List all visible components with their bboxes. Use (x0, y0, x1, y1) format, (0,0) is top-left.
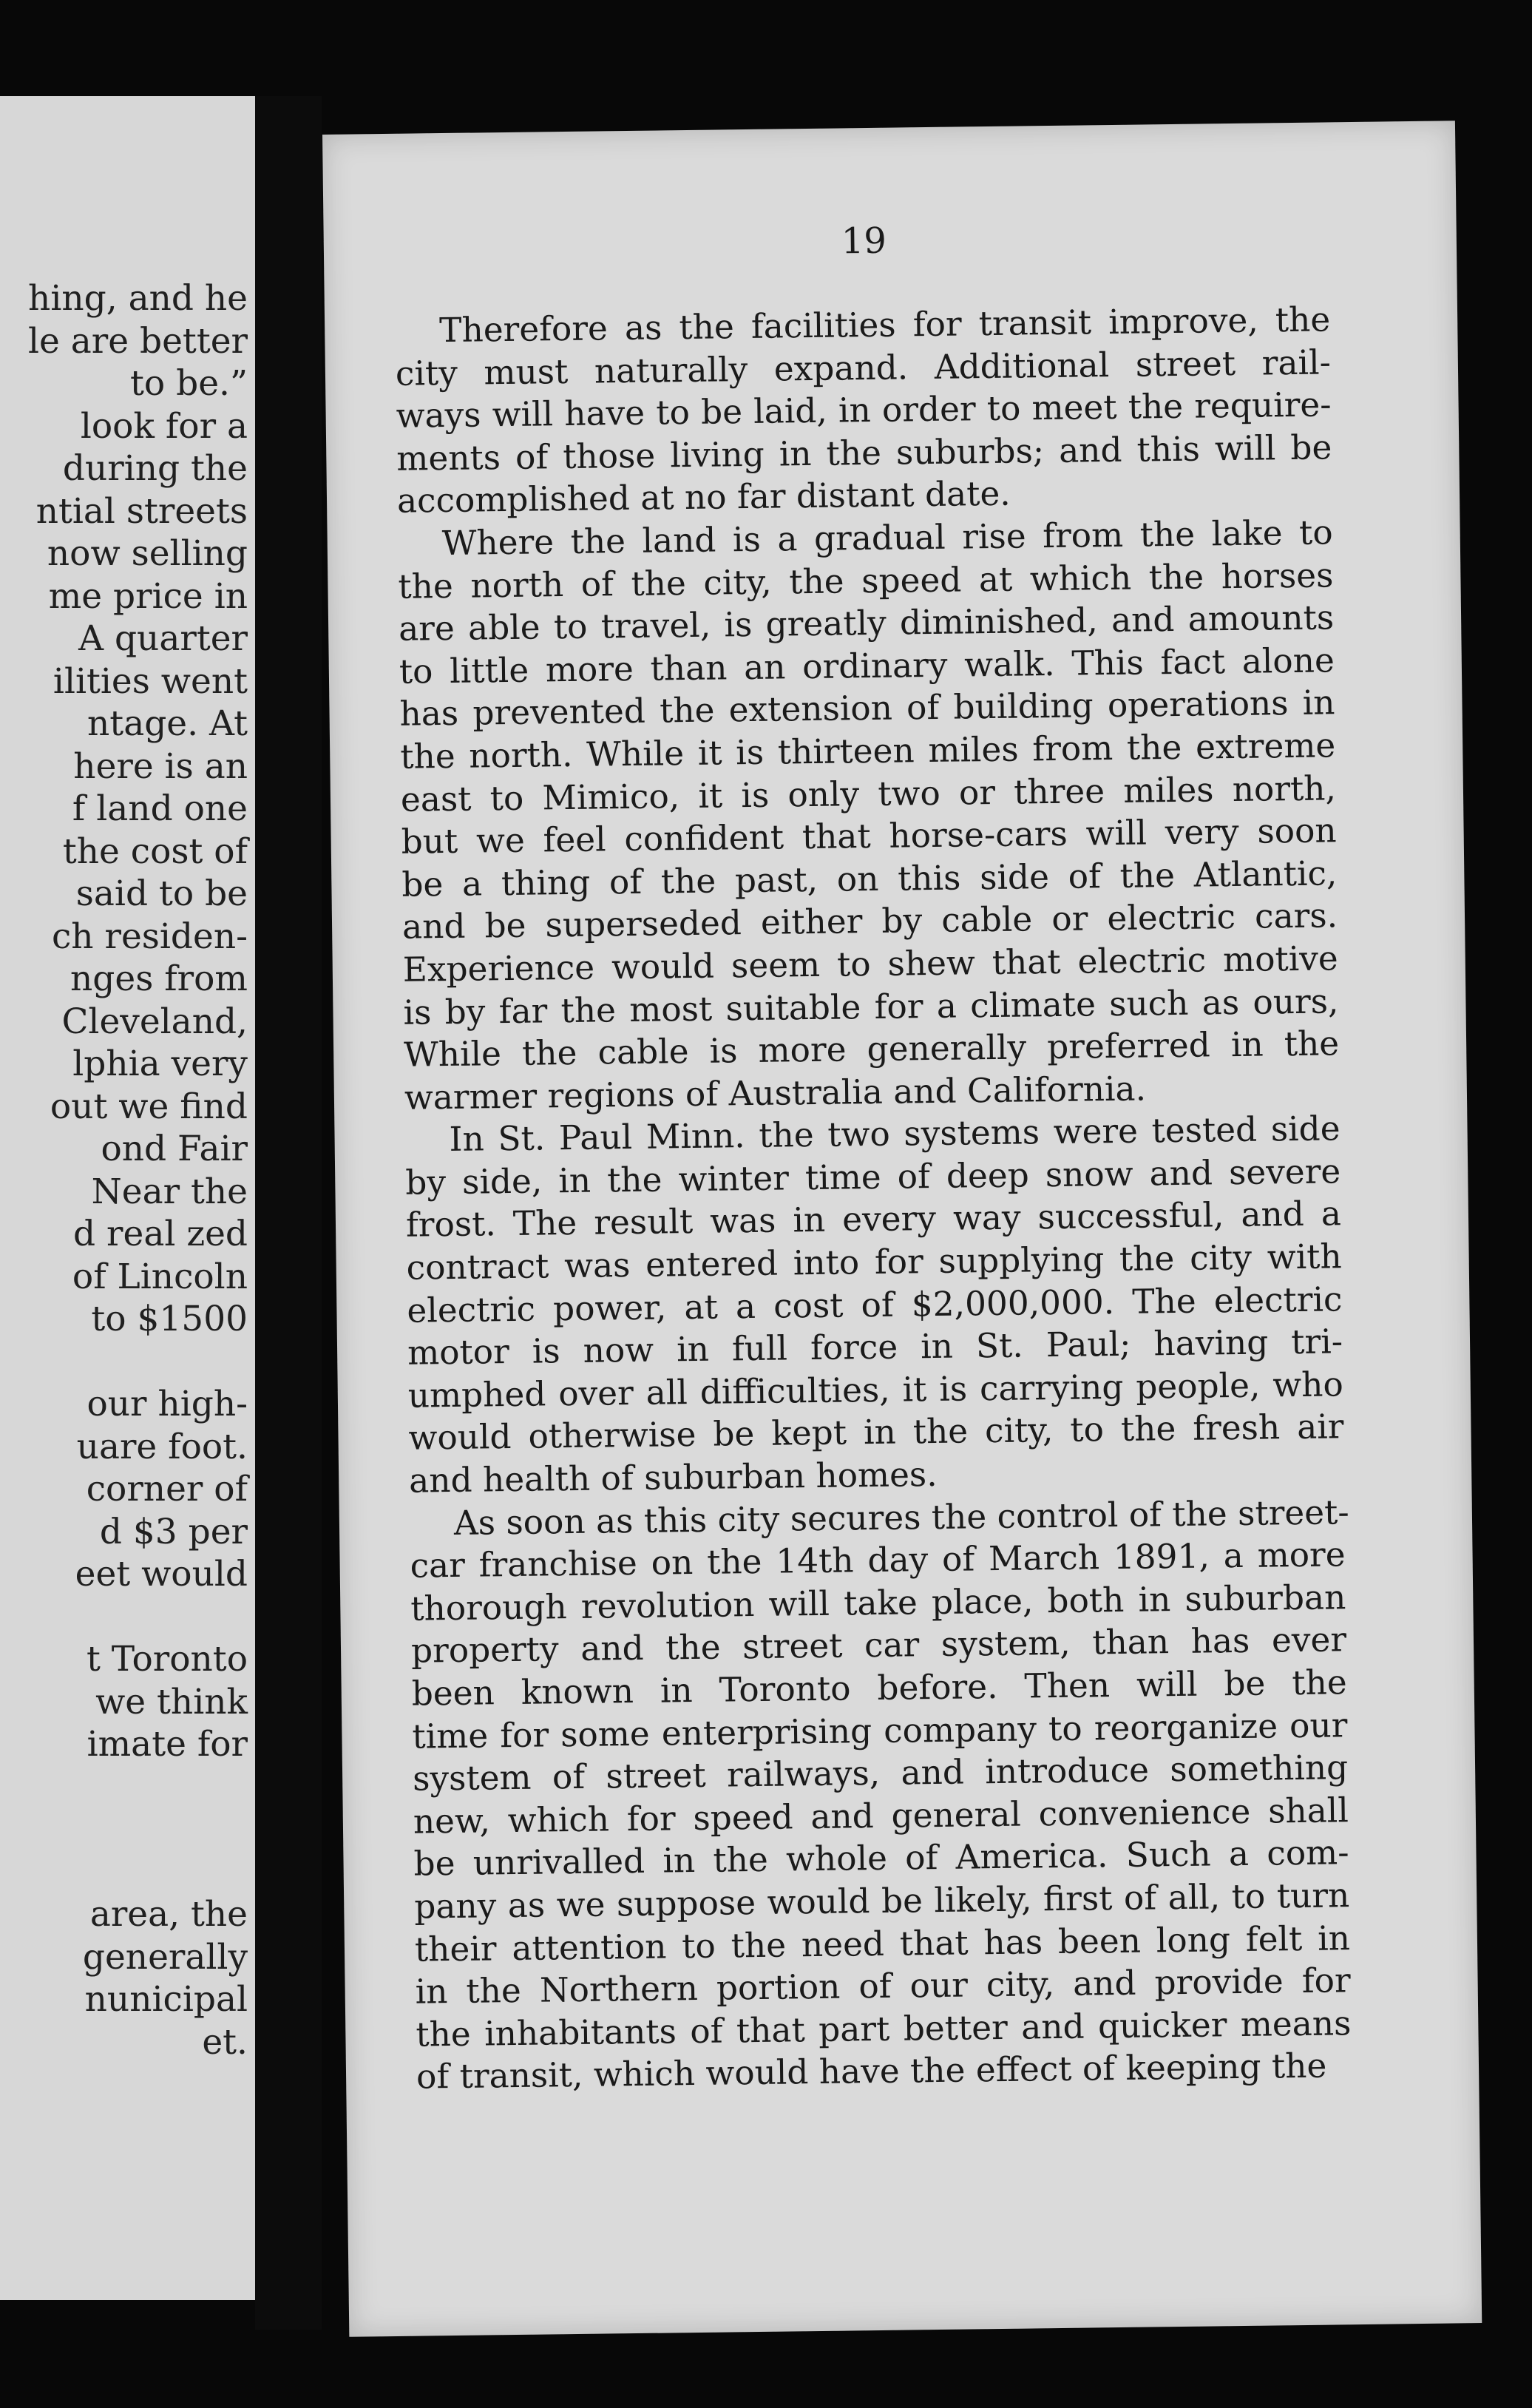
text-line: new, which for speed and general convenience shall (413, 1790, 1349, 1841)
book-spine (255, 96, 322, 2330)
left-page-line: me price in (48, 575, 248, 617)
text-line: the north. While it is thirteen miles from the extreme (399, 726, 1336, 777)
left-page-line: now selling (47, 533, 248, 574)
text-line: the inhabitants of that part better and quicker means (416, 2003, 1352, 2054)
left-page-line: t Toronto (86, 1639, 248, 1680)
left-page-line: of Lincoln (72, 1256, 248, 1297)
left-page-line: ch residen- (51, 916, 248, 957)
left-page-line: out we find (50, 1086, 248, 1127)
text-line: system of street railways, and introduce something (412, 1748, 1349, 1799)
paragraph (395, 298, 1332, 522)
text-line: ways will have to be laid, in order to meet the require- (396, 385, 1332, 436)
left-page-line: nunicipal (84, 1979, 248, 2020)
text-line: would otherwise be kept in the city, to the fresh air (408, 1407, 1344, 1458)
left-page-line: f land one (72, 788, 248, 829)
text-line: be a thing of the past, on this side of the Atlantic, (401, 853, 1338, 904)
text-line: are able to travel, is greatly diminished, and amounts (398, 598, 1335, 649)
left-page-line: hing, and he (28, 278, 248, 319)
left-page-line: to be.” (130, 363, 248, 404)
text-line: but we feel confident that horse-cars will very soon (401, 811, 1337, 862)
text-line: contract was entered into for supplying the city with (406, 1237, 1342, 1288)
left-page-line: generally (82, 1936, 248, 1978)
text-line: has prevented the extension of building operations in (399, 683, 1335, 734)
text-line: motor is now in full force in St. Paul; having tri- (407, 1322, 1343, 1373)
left-page-line: et. (202, 2021, 248, 2063)
left-page-line: area, the (89, 1894, 248, 1935)
text-line: As soon as this city secures the control of the street- (453, 1492, 1349, 1543)
left-page-line: Cleveland, (61, 1001, 248, 1042)
left-page-line: eet would (75, 1554, 248, 1594)
text-line: been known in Toronto before. Then will be the (411, 1663, 1347, 1714)
text-line: their attention to the need that has been long felt in (414, 1918, 1351, 1969)
text-line: be unrivalled in the whole of America. Such a com- (413, 1833, 1349, 1884)
left-page-line: uare foot. (76, 1426, 248, 1467)
left-page-line: d $3 per (99, 1511, 248, 1552)
text-line: umphed over all difficulties, it is carrying people, who (407, 1364, 1344, 1416)
text-line: warmer regions of Australia and California. (404, 1069, 1147, 1117)
text-line: east to Mimico, it is only two or three miles north, (400, 768, 1337, 819)
left-page-line: lphia very (72, 1044, 248, 1084)
left-page-line: ntage. At (87, 703, 248, 744)
left-page-line: imate for (87, 1724, 248, 1765)
left-page-line: the cost of (62, 831, 248, 872)
left-page-line: we think (95, 1681, 248, 1722)
text-line: While the cable is more generally preferred in the (403, 1024, 1340, 1075)
left-page-line: here is an (73, 745, 248, 787)
left-page-line: A quarter (78, 618, 248, 659)
text-line: city must naturally expand. Additional street rail- (395, 342, 1332, 393)
left-page-line: look for a (80, 405, 248, 447)
left-page-line: nges from (70, 958, 248, 999)
text-line: and be superseded either by cable or electric cars. (401, 896, 1338, 947)
left-page-line: ilities went (52, 660, 248, 702)
text-line: is by far the most suitable for a climate such as ours, (403, 981, 1339, 1032)
text-line: accomplished at no far distant date. (396, 474, 1011, 521)
text-line: thorough revolution will take place, both in suburban (410, 1577, 1346, 1629)
text-line: time for some enterprising company to reorganize our (412, 1705, 1348, 1756)
left-page-line: corner of (86, 1469, 248, 1509)
text-line: the north of the city, the speed at which the horses (398, 555, 1334, 606)
right-page (322, 121, 1482, 2336)
left-page-line: d real zed (73, 1214, 248, 1254)
left-page-line: ond Fair (101, 1129, 248, 1169)
text-line: pany as we suppose would be likely, first of all, to turn (413, 1876, 1350, 1927)
left-page-line: our high- (87, 1384, 248, 1424)
paragraph (397, 511, 1340, 1119)
left-page-line: during the (62, 448, 248, 489)
left-page-line: said to be (75, 873, 248, 914)
left-page-line: Near the (91, 1171, 248, 1212)
text-line: frost. The result was in every way successful, and a (405, 1194, 1342, 1245)
left-page-line: ntial streets (35, 490, 248, 532)
text-line: ments of those living in the suburbs; and this will be (396, 427, 1332, 478)
text-line: electric power, at a cost of $2,000,000. The electric (407, 1279, 1343, 1330)
text-line: by side, in the winter time of deep snow and severe (404, 1151, 1341, 1203)
text-line: Therefore as the facilities for transit improve, the (438, 300, 1331, 351)
paragraph (410, 1491, 1352, 2099)
text-line: car franchise on the 14th day of March 1891, a more (410, 1535, 1346, 1586)
paragraph (404, 1108, 1344, 1503)
text-line: and health of suburban homes. (408, 1455, 938, 1501)
text-line: to little more than an ordinary walk. This fact alone (399, 640, 1335, 691)
left-page-line: le are better (28, 320, 248, 362)
text-line: In St. Paul Minn. the two systems were tested side (449, 1109, 1340, 1160)
text-line: Where the land is a gradual rise from the lake to (441, 513, 1333, 564)
text-line: of transit, which would have the effect of keeping the (416, 2046, 1327, 2097)
left-page (0, 96, 255, 2300)
page-number: 19 (841, 220, 887, 263)
text-line: Experience would seem to shew that electric motive (402, 938, 1339, 990)
body-text (395, 298, 1352, 2098)
left-page-line: to $1500 (91, 1299, 248, 1339)
text-line: property and the street car system, than has ever (410, 1620, 1347, 1671)
text-line: in the Northern portion of our city, and provide for (415, 1961, 1351, 2012)
